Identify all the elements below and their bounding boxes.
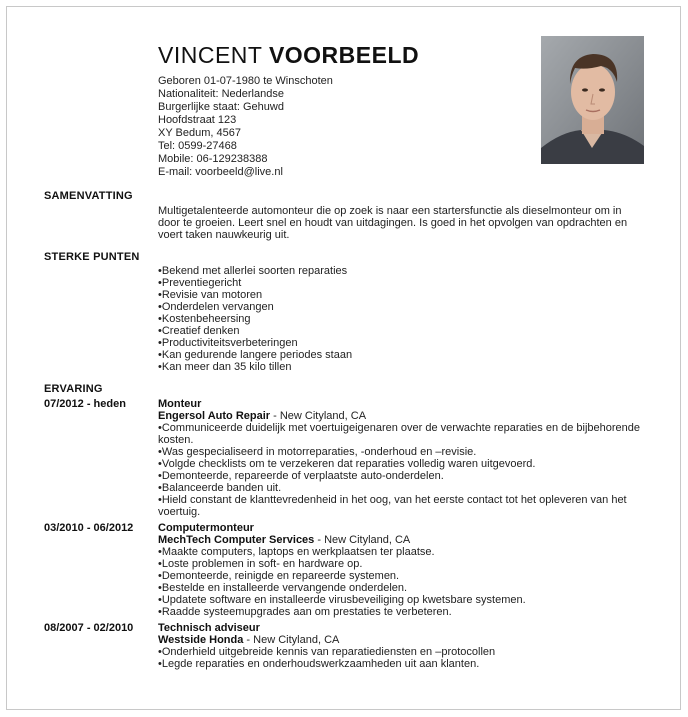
job-duties (158, 546, 644, 618)
job-dates: 08/2007 - 02/2010 (44, 622, 134, 634)
list-item: • Onderhield uitgebreide kennis van reparatiediensten en –protocollen (158, 646, 644, 658)
list-item: • Bekend met allerlei soorten reparaties (158, 265, 352, 277)
list-item: • Bestelde en installeerde vervangende onderdelen. (158, 582, 644, 594)
job-duties (158, 422, 644, 518)
strengths-list (158, 265, 352, 373)
company-location: - New Cityland, CA (270, 410, 367, 422)
job-title: Monteur (158, 398, 202, 410)
company-name: Westside Honda (158, 634, 244, 646)
strengths-heading: STERKE PUNTEN (44, 251, 140, 263)
experience-heading: ERVARING (44, 383, 103, 395)
list-item: • Loste problemen in soft- en hardware op. (158, 558, 644, 570)
last-name: VOORBEELD (268, 42, 420, 68)
list-item: • Was gespecialiseerd in motorreparaties, -onderhoud en –revisie. (158, 446, 644, 458)
list-item: • Kan meer dan 35 kilo tillen (158, 361, 352, 373)
list-item: • Maakte computers, laptops en werkplaatsen ter plaatse. (158, 546, 644, 558)
company-location: - New Cityland, CA (314, 534, 411, 546)
job-entry (158, 522, 644, 618)
list-item: • Volgde checklists om te verzekeren dat reparaties volledig waren uitgevoerd. (158, 458, 644, 470)
contact-line-nationality: Nationaliteit: Nederlandse (158, 88, 284, 100)
job-company-line (158, 410, 644, 422)
list-item: • Onderdelen vervangen (158, 301, 352, 313)
list-item: • Balanceerde banden uit. (158, 482, 644, 494)
contact-line-street: Hoofdstraat 123 (158, 114, 237, 126)
contact-line-city: XY Bedum, 4567 (158, 127, 241, 139)
job-duties (158, 646, 644, 670)
job-entry (158, 398, 644, 518)
company-name: Engersol Auto Repair (158, 410, 271, 422)
list-item: • Hield constant de klanttevredenheid in het oog, van het eerste contact tot het opleveren van het voertuig. (158, 494, 644, 518)
job-company-line (158, 534, 644, 546)
contact-line-email: E-mail: voorbeeld@live.nl (158, 166, 283, 178)
profile-photo (541, 36, 644, 164)
candidate-name (158, 42, 419, 68)
list-item: • Raadde systeemupgrades aan om prestaties te verbeteren. (158, 606, 644, 618)
contact-line-birth: Geboren 01-07-1980 te Winschoten (158, 75, 333, 87)
list-item: • Creatief denken (158, 325, 352, 337)
contact-details (158, 75, 333, 179)
list-item: • Demonteerde, repareerde of verplaatste auto-onderdelen. (158, 470, 644, 482)
list-item: • Kan gedurende langere periodes staan (158, 349, 352, 361)
contact-line-marital-status: Burgerlijke staat: Gehuwd (158, 101, 284, 113)
list-item: • Communiceerde duidelijk met voertuigeigenaren over de verwachte reparaties en de bijbehorende kosten. (158, 422, 644, 446)
job-entry (158, 622, 644, 670)
job-title: Computermonteur (158, 522, 254, 534)
contact-line-mobile: Mobile: 06-129238388 (158, 153, 268, 165)
summary-heading: SAMENVATTING (44, 190, 133, 202)
job-title: Technisch adviseur (158, 622, 260, 634)
summary-text: Multigetalenteerde automonteur die op zoek is naar een startersfunctie als dieselmonteur om in door te groeien. Leert snel en houdt van uitdagingen. Is goed in het opvolgen van opdrachten en voert taken nauwkeurig uit. (158, 205, 628, 241)
first-name: VINCENT (158, 42, 263, 68)
job-company-line (158, 634, 644, 646)
list-item: • Preventiegericht (158, 277, 352, 289)
list-item: • Revisie van motoren (158, 289, 352, 301)
list-item: • Kostenbeheersing (158, 313, 352, 325)
portrait-image (541, 36, 644, 164)
list-item: • Demonteerde, reinigde en repareerde systemen. (158, 570, 644, 582)
list-item: • Updatete software en installeerde virusbeveiliging op kwetsbare systemen. (158, 594, 644, 606)
company-location: - New Cityland, CA (243, 634, 340, 646)
list-item: • Legde reparaties en onderhoudswerkzaamheden uit aan klanten. (158, 658, 644, 670)
company-name: MechTech Computer Services (158, 534, 315, 546)
list-item: • Productiviteitsverbeteringen (158, 337, 352, 349)
job-dates: 07/2012 - heden (44, 398, 126, 410)
contact-line-phone: Tel: 0599-27468 (158, 140, 237, 152)
job-dates: 03/2010 - 06/2012 (44, 522, 134, 534)
